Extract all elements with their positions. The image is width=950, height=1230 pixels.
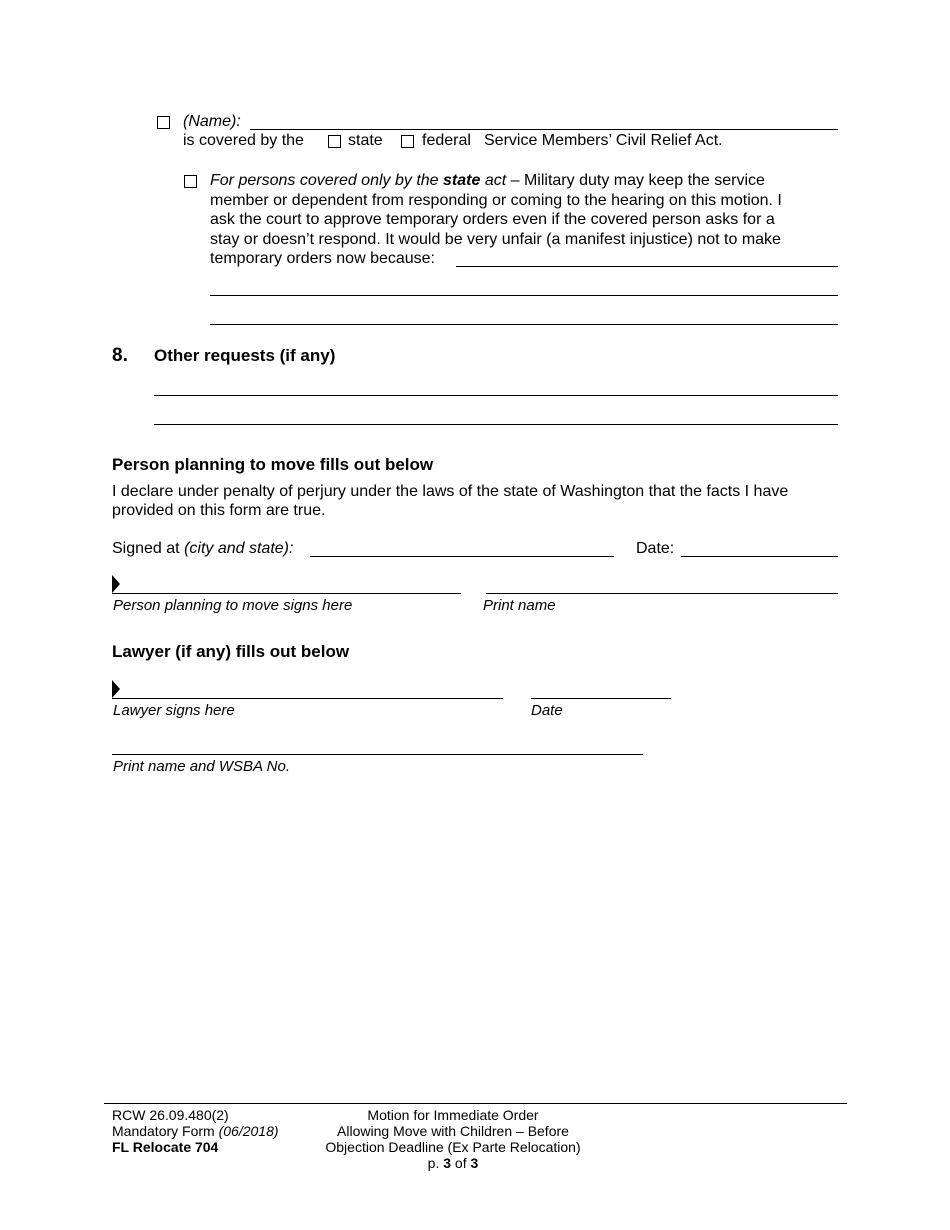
footer-mandatory-date: (06/2018) xyxy=(218,1123,279,1139)
person-print-name-line[interactable] xyxy=(486,593,838,594)
footer-page-current: 3 xyxy=(443,1155,452,1171)
date-line[interactable] xyxy=(681,556,838,557)
footer-page-prefix: p. xyxy=(427,1155,444,1171)
state-act-checkbox[interactable] xyxy=(184,175,197,188)
because-line-1[interactable] xyxy=(456,266,838,267)
signed-at-italic: (city and state): xyxy=(184,540,294,557)
name-label: (Name): xyxy=(183,113,241,130)
declaration-line1: I declare under penalty of perjury under the laws of the state of Washington that the facts I have xyxy=(112,483,789,500)
footer-page-of: of xyxy=(451,1155,471,1171)
signed-at-text: Signed at xyxy=(112,540,185,557)
signed-at-label xyxy=(112,540,293,558)
footer-form-id: FL Relocate 704 xyxy=(112,1139,219,1155)
person-print-caption: Print name xyxy=(483,597,556,614)
state-act-intro: For persons covered only by the xyxy=(210,172,444,189)
signed-at-line[interactable] xyxy=(310,556,614,557)
person-sign-caption: Person planning to move signs here xyxy=(113,597,353,614)
other-requests-line-2[interactable] xyxy=(154,424,838,425)
state-act-line1: Military duty may keep the service xyxy=(523,172,765,189)
lawyer-date-line[interactable] xyxy=(531,698,671,699)
lawyer-signature-arrow-icon xyxy=(112,680,120,698)
person-signature-line[interactable] xyxy=(112,593,461,594)
lawyer-print-caption: Print name and WSBA No. xyxy=(113,758,291,775)
footer-center xyxy=(303,1107,603,1171)
state-act-line2: member or dependent from responding or coming to the hearing on this motion. I xyxy=(210,191,782,209)
name-checkbox[interactable] xyxy=(157,116,170,129)
covered-prefix: is covered by the xyxy=(183,132,304,149)
other-requests-line-1[interactable] xyxy=(154,395,838,396)
state-label: state xyxy=(348,132,383,149)
person-heading: Person planning to move fills out below xyxy=(112,455,434,474)
lawyer-date-caption: Date xyxy=(531,702,563,719)
federal-label: federal xyxy=(422,132,471,149)
name-line[interactable] xyxy=(250,129,838,130)
footer-mandatory-text: Mandatory Form xyxy=(112,1123,219,1139)
state-act-line3: ask the court to approve temporary orders even if the covered person asks for a xyxy=(210,211,775,228)
footer-title-line1: Motion for Immediate Order xyxy=(367,1107,539,1123)
footer-mandatory xyxy=(112,1123,279,1139)
section8-title: Other requests (if any) xyxy=(154,346,336,365)
footer-left xyxy=(112,1107,279,1155)
lawyer-sign-caption: Lawyer signs here xyxy=(113,702,235,719)
footer-title-line2: Allowing Move with Children – Before xyxy=(337,1123,569,1139)
state-act-dash: – xyxy=(506,172,524,189)
state-act-line4: stay or doesn’t respond. It would be very unfair (a manifest injustice) not to make xyxy=(210,230,781,248)
state-checkbox[interactable] xyxy=(328,135,341,148)
lawyer-heading: Lawyer (if any) fills out below xyxy=(112,642,350,661)
date-label: Date: xyxy=(636,540,675,557)
state-act-paragraph xyxy=(210,171,840,269)
declaration-line2: provided on this form are true. xyxy=(112,502,326,519)
act-label: Service Members’ Civil Relief Act. xyxy=(484,132,723,149)
section8-number: 8. xyxy=(112,345,128,366)
footer-page-total: 3 xyxy=(470,1155,479,1171)
footer-page xyxy=(303,1155,603,1171)
lawyer-signature-line[interactable] xyxy=(112,698,503,699)
state-act-line5: temporary orders now because: xyxy=(210,250,435,267)
federal-checkbox[interactable] xyxy=(401,135,414,148)
lawyer-print-name-line[interactable] xyxy=(112,754,643,755)
footer-title-line3: Objection Deadline (Ex Parte Relocation) xyxy=(325,1139,581,1155)
signature-arrow-icon xyxy=(112,575,120,593)
because-line-3[interactable] xyxy=(210,324,838,325)
state-act-bold: state xyxy=(443,172,481,189)
because-line-2[interactable] xyxy=(210,295,838,296)
state-act-act: act xyxy=(480,172,507,189)
footer-rcw: RCW 26.09.480(2) xyxy=(112,1107,229,1123)
footer-rule xyxy=(104,1103,847,1104)
